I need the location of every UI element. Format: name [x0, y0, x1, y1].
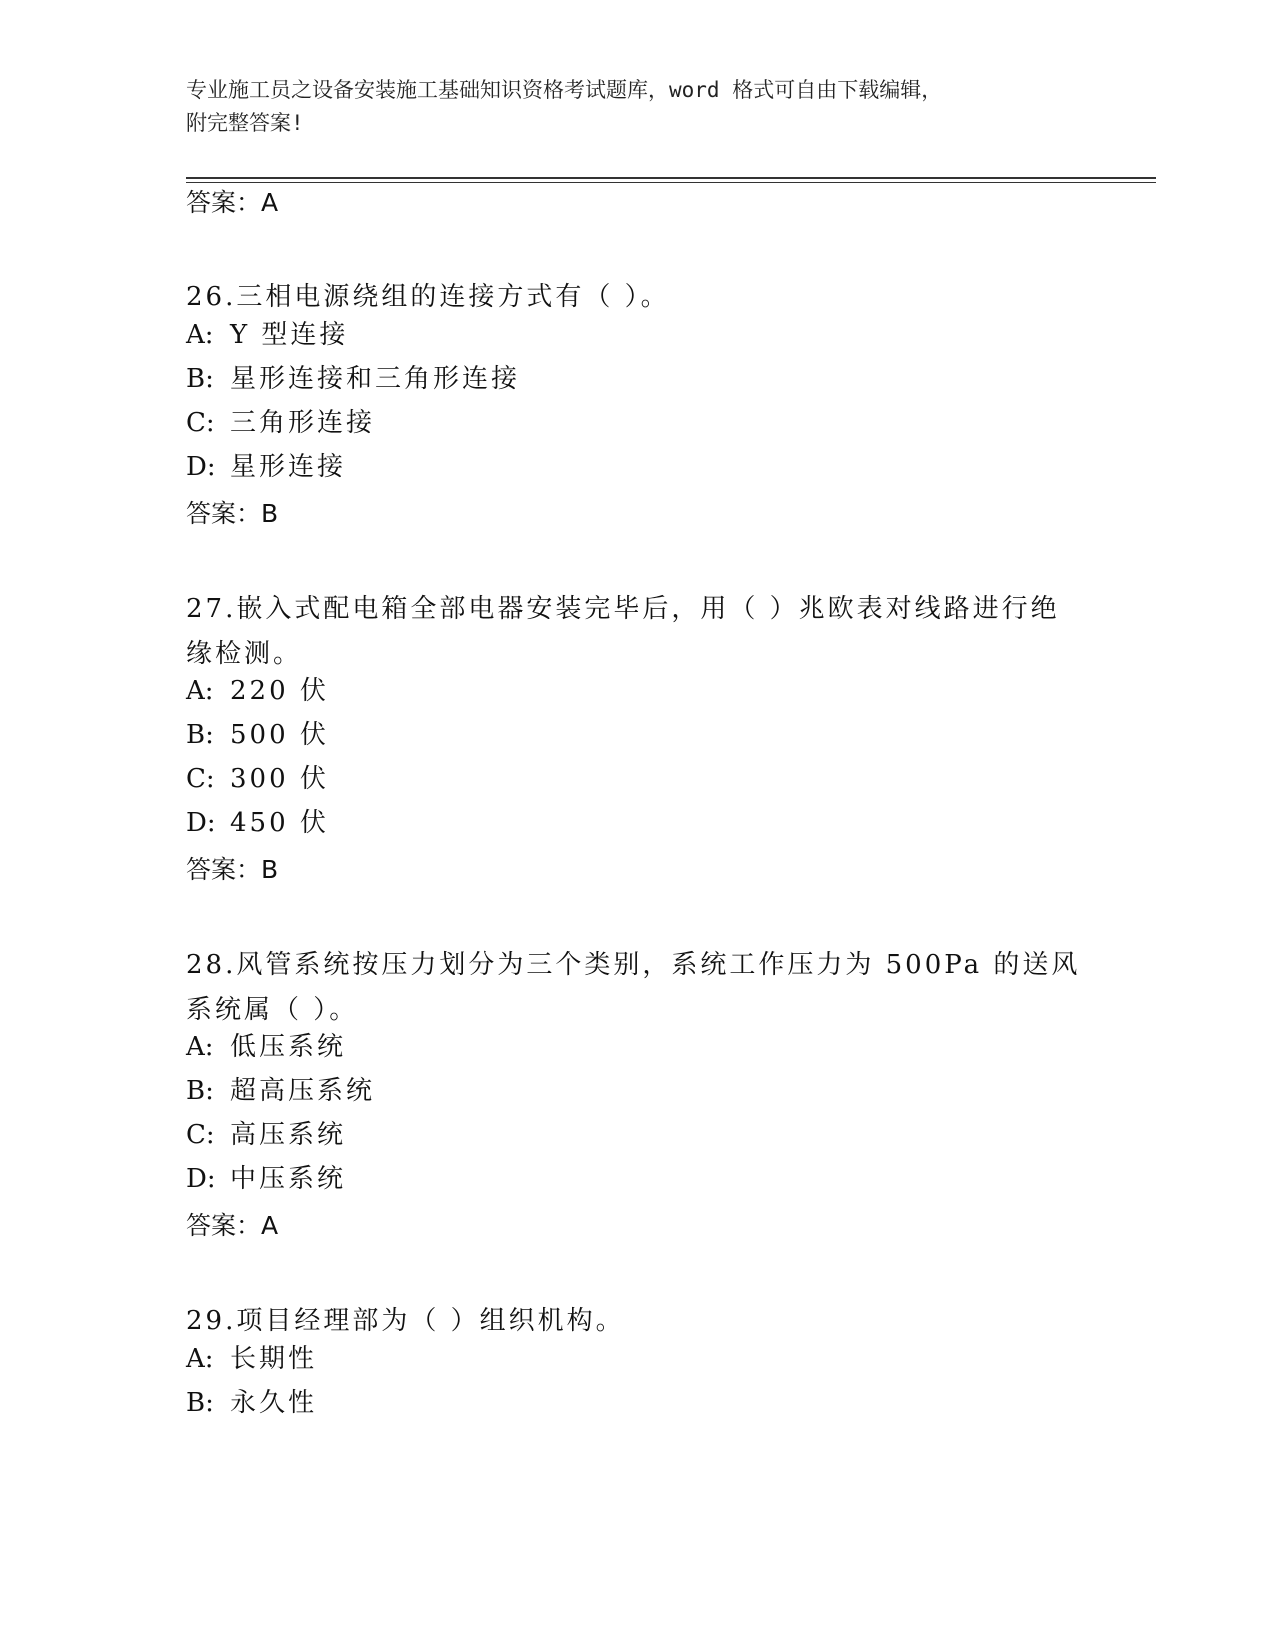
option-key: A: — [186, 320, 214, 350]
question-26-stem: 26.三相电源绕组的连接方式有（ ）。 — [186, 282, 670, 312]
option-text: 中压系统 — [230, 1164, 347, 1194]
question-28-option-d — [186, 1162, 346, 1196]
question-27-option-a — [186, 674, 329, 708]
question-29-stem: 29.项目经理部为（ ）组织机构。 — [186, 1306, 625, 1336]
option-key: B: — [186, 1388, 214, 1418]
option-key: B: — [186, 720, 214, 750]
question-26-option-a — [186, 318, 348, 352]
answer-26: 答案：B — [186, 499, 279, 528]
answer-25: 答案：A — [186, 188, 279, 217]
option-key: A: — [186, 1032, 214, 1062]
option-text: 超高压系统 — [230, 1076, 376, 1106]
option-key: C: — [186, 1120, 215, 1150]
document-header — [186, 74, 1086, 140]
header-line-2: 附完整答案! — [186, 111, 304, 135]
option-text: 500 伏 — [230, 720, 329, 750]
question-27-option-c — [186, 762, 329, 796]
question-29-option-a — [186, 1342, 317, 1376]
option-key: A: — [186, 676, 214, 706]
question-27-option-d — [186, 806, 329, 840]
question-29-option-b — [186, 1386, 317, 1420]
question-26-option-b — [186, 362, 520, 396]
option-text: 星形连接和三角形连接 — [230, 364, 521, 394]
option-text: 220 伏 — [230, 676, 329, 706]
question-28-stem: 28.风管系统按压力划分为三个类别，系统工作压力为 500Pa 的送风系统属（ ）。 — [186, 950, 1081, 1025]
option-key: D: — [186, 808, 216, 838]
answer-28: 答案：A — [186, 1211, 279, 1240]
option-key: B: — [186, 364, 214, 394]
header-divider — [186, 177, 1156, 179]
question-27-stem: 27.嵌入式配电箱全部电器安装完毕后，用（ ）兆欧表对线路进行绝缘检测。 — [186, 594, 1060, 669]
option-key: C: — [186, 764, 215, 794]
header-divider-thin — [186, 182, 1156, 183]
document-page — [186, 0, 1146, 1650]
question-26-option-d — [186, 450, 346, 484]
question-26-option-c — [186, 406, 375, 440]
option-text: 450 伏 — [230, 808, 329, 838]
option-key: D: — [186, 452, 216, 482]
answer-27: 答案：B — [186, 855, 279, 884]
question-28-option-b — [186, 1074, 375, 1108]
option-key: A: — [186, 1344, 214, 1374]
option-text: 三角形连接 — [230, 408, 376, 438]
option-text: 永久性 — [230, 1388, 318, 1418]
option-text: 长期性 — [230, 1344, 318, 1374]
option-key: B: — [186, 1076, 214, 1106]
option-key: D: — [186, 1164, 216, 1194]
question-28-option-a — [186, 1030, 346, 1064]
header-line-1: 专业施工员之设备安装施工基础知识资格考试题库，word 格式可自由下载编辑， — [186, 78, 943, 102]
option-text: 高压系统 — [230, 1120, 347, 1150]
option-text: 低压系统 — [230, 1032, 347, 1062]
question-28-option-c — [186, 1118, 346, 1152]
option-text: 300 伏 — [230, 764, 329, 794]
option-text: 星形连接 — [230, 452, 347, 482]
question-27-option-b — [186, 718, 329, 752]
option-text: Y 型连接 — [230, 320, 349, 350]
option-key: C: — [186, 408, 215, 438]
